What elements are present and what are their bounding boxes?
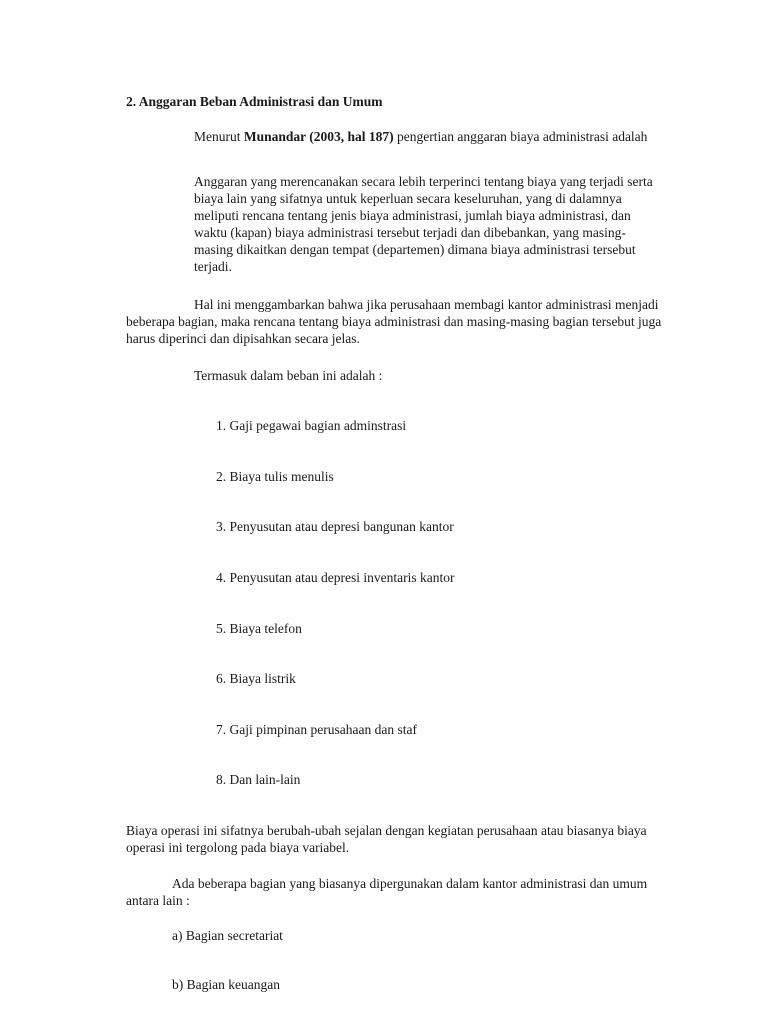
intro-paragraph [194,128,654,145]
list-item: 8. Dan lain-lain [216,772,301,787]
list-item: 4. Penyusutan atau depresi inventaris kantor [216,570,455,585]
list-item: 5. Biaya telefon [216,621,302,636]
intro-author: Munandar (2003, hal 187) [243,129,394,144]
paragraph-2: Biaya operasi ini sifatnya berubah-ubah sejalan dengan kegiatan perusahaan atau biasanya biaya operasi ini tergolong pada biaya variabel. [126,823,647,855]
list-item: 3. Penyusutan atau depresi bangunan kantor [216,519,454,534]
paragraph-1-text: Hal ini menggambarkan bahwa jika perusahaan membagi kantor administrasi menjadi beberapa bagian, maka rencana tentang biaya administrasi dan masing-masing bagian tersebut juga harus diperinci dan dipisahkan secara jelas. [126,297,662,346]
list-item: 1. Gaji pegawai bagian adminstrasi [216,418,407,433]
list-intro: Termasuk dalam beban ini adalah : [194,368,383,383]
list-item: 6. Biaya listrik [216,671,296,686]
paragraph-3-text: Ada beberapa bagian yang biasanya dipergunakan dalam kantor administrasi dan umum antara lain : [126,876,648,908]
sub-list-item: a) Bagian secretariat [172,928,283,943]
intro-suffix: pengertian anggaran biaya administrasi adalah [393,129,648,144]
list-item: 2. Biaya tulis menulis [216,469,334,484]
paragraph-3 [126,875,666,909]
sub-list-item: b) Bagian keuangan [172,977,280,992]
paragraph-1 [126,296,666,347]
definition-paragraph: Anggaran yang merencanakan secara lebih terperinci tentang biaya yang terjadi serta biaya lain yang sifatnya untuk keperluan secara keseluruhan, yang di dalamnya meliputi rencana tentang jenis biaya administrasi, jumlah biaya administrasi, dan waktu (kapan) biaya administrasi tersebut terjadi dan dibebankan, yang masing-masing dikaitkan dengan tempat (departemen) dimana biaya administrasi tersebut terjadi. [194,174,653,274]
intro-prefix: Menurut [194,129,244,144]
section-heading: 2. Anggaran Beban Administrasi dan Umum [126,94,383,109]
list-item: 7. Gaji pimpinan perusahaan dan staf [216,722,417,737]
